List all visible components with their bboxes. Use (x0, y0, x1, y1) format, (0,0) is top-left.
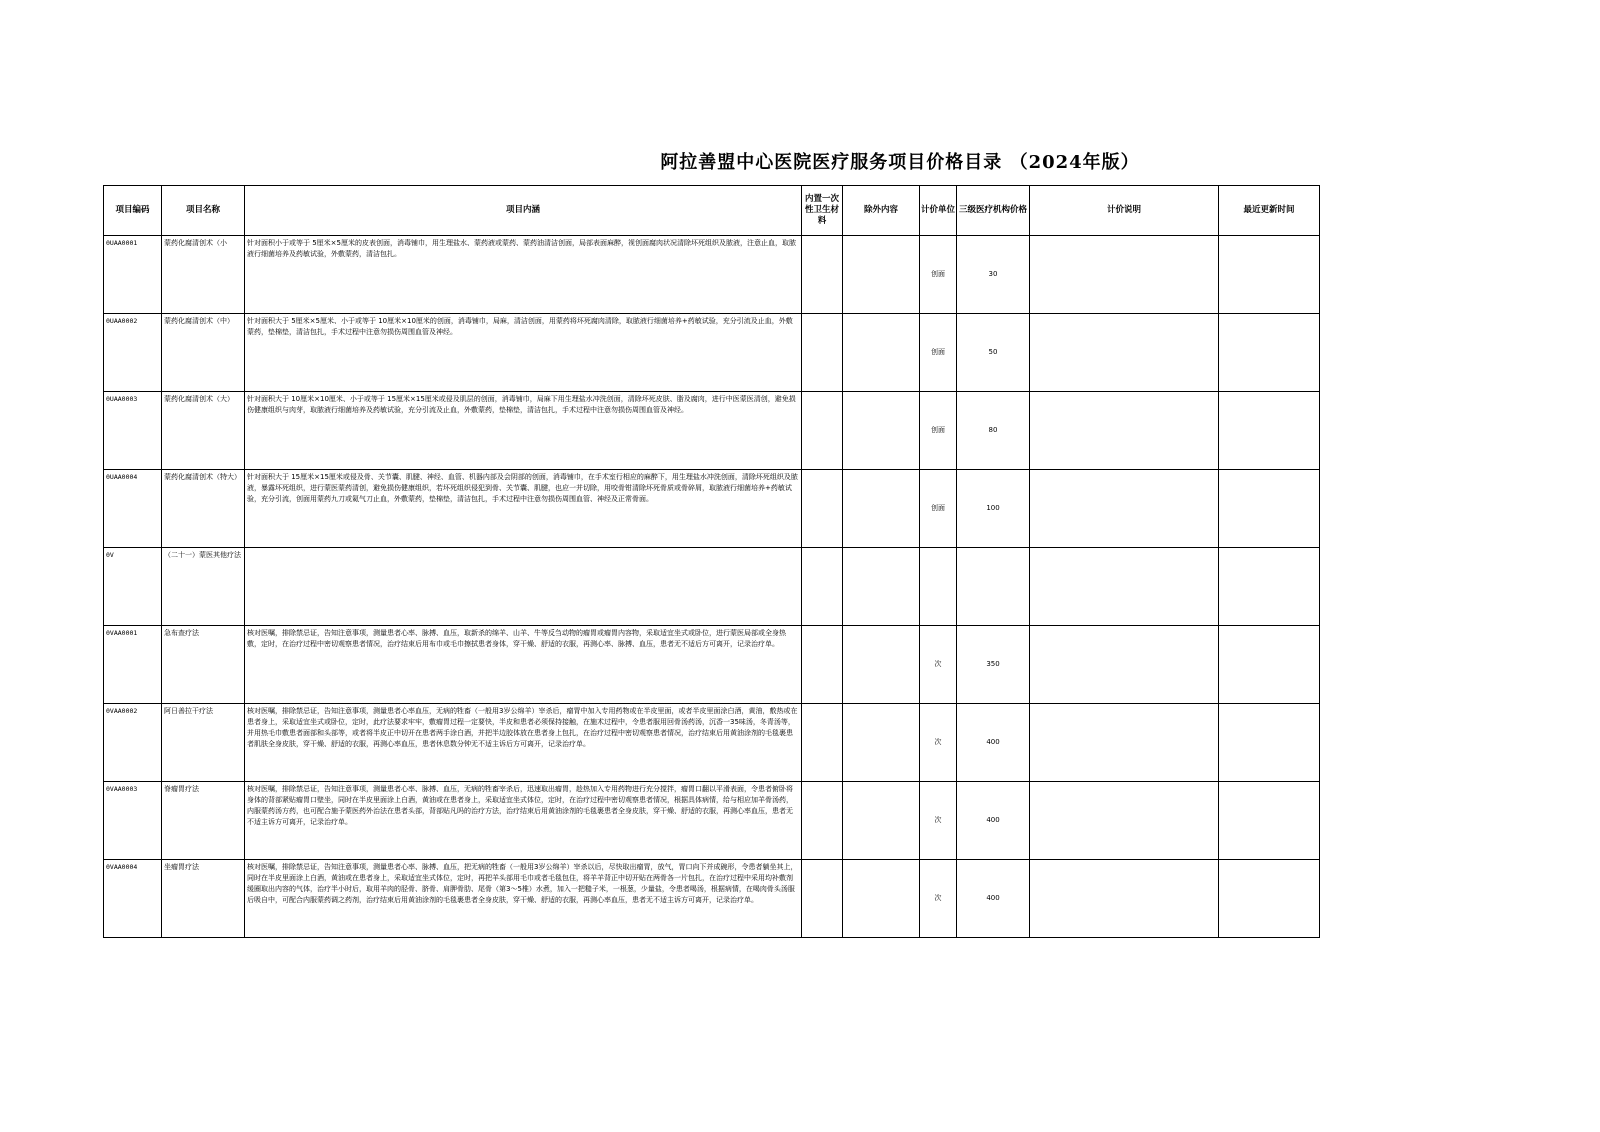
cell-name (162, 392, 245, 470)
header-excluded: 除外内容 (843, 186, 920, 236)
cell-unit-text: 次 (934, 816, 942, 824)
cell-name-text: 蒙药化腐清创术（中） (164, 317, 234, 325)
cell-name (162, 704, 245, 782)
table-body (104, 236, 1320, 938)
cell-content (245, 704, 802, 782)
cell-code (104, 236, 162, 314)
cell-code (104, 314, 162, 392)
cell-note (1030, 860, 1219, 938)
cell-code (104, 470, 162, 548)
cell-content (245, 392, 802, 470)
table-header-row (104, 186, 1320, 236)
cell-code-text: 0V (106, 551, 114, 559)
cell-content (245, 548, 802, 626)
cell-price (957, 548, 1030, 626)
cell-unit-text: 次 (934, 660, 942, 668)
cell-unit (920, 704, 957, 782)
cell-note (1030, 782, 1219, 860)
table-row (104, 392, 1320, 470)
cell-price (957, 470, 1030, 548)
cell-content (245, 782, 802, 860)
cell-note (1030, 548, 1219, 626)
cell-price-text: 400 (986, 738, 1000, 746)
header-code: 项目编码 (104, 186, 162, 236)
table-row (104, 548, 1320, 626)
cell-code (104, 860, 162, 938)
cell-material (802, 236, 843, 314)
cell-code-text: 0VAA0001 (106, 629, 138, 637)
cell-material (802, 704, 843, 782)
cell-unit-text: 创面 (931, 270, 945, 278)
cell-excluded (843, 236, 920, 314)
cell-price-text: 400 (986, 816, 1000, 824)
cell-code-text: 0VAA0003 (106, 785, 138, 793)
cell-code-text: 0UAA0002 (106, 317, 138, 325)
cell-updated (1219, 236, 1320, 314)
cell-unit-text: 创面 (931, 348, 945, 356)
cell-material (802, 392, 843, 470)
cell-code-text: 0VAA0004 (106, 863, 138, 871)
cell-material (802, 860, 843, 938)
cell-content (245, 470, 802, 548)
cell-content (245, 626, 802, 704)
header-note: 计价说明 (1030, 186, 1219, 236)
cell-updated (1219, 548, 1320, 626)
cell-content-text: 针对面积大于 15厘米×15厘米或侵及骨、关节囊、肌腱、神经、血管、机器内部及会阴部的创面，消毒铺巾，在手术室行相应的麻醉下，用生理盐水冲洗创面，清除坏死组织及脓液，暴露坏死组织，进行蒙医蒙药清创，避免损伤健康组织，若坏死组织侵犯到骨、关节囊、肌腱，也应一并切除，用咬骨钳清除坏死骨质或骨碎屑，取脓液行细菌培养+药敏试验，充分引流，创面用蒙药九刀或氦气刀止血，外敷蒙药，垫棉垫，清洁包扎，手术过程中注意勿损伤周围血管、神经及正常骨面。 (247, 473, 798, 503)
cell-name-text: 蒙药化腐清创术（特大） (164, 473, 241, 481)
cell-excluded (843, 470, 920, 548)
header-updated: 最近更新时间 (1219, 186, 1320, 236)
cell-price (957, 236, 1030, 314)
cell-excluded (843, 626, 920, 704)
cell-note (1030, 470, 1219, 548)
cell-unit (920, 782, 957, 860)
cell-unit (920, 548, 957, 626)
table-row (104, 470, 1320, 548)
header-price: 三级医疗机构价格 (957, 186, 1030, 236)
cell-name-text: 蒙药化腐清创术（小 (164, 239, 227, 247)
cell-name (162, 314, 245, 392)
cell-material (802, 626, 843, 704)
cell-content-text: 针对面积小于或等于 5厘米×5厘米的皮表创面，消毒铺巾，用生理盐水、蒙药液或蒙药、蒙药油清洁创面，局部表面麻醉，视创面腐肉状况清除坏死组织及脓液，注意止血，取脓液行细菌培养及药敏试验，外敷蒙药，清洁包扎。 (247, 239, 796, 258)
cell-price (957, 860, 1030, 938)
cell-note (1030, 626, 1219, 704)
cell-code (104, 626, 162, 704)
header-material: 内置一次性卫生材料 (802, 186, 843, 236)
cell-material (802, 470, 843, 548)
document-title: 阿拉善盟中心医院医疗服务项目价格目录 （2024年版） (660, 152, 1140, 173)
cell-unit (920, 470, 957, 548)
cell-content-text: 针对面积大于 10厘米×10厘米、小于或等于 15厘米×15厘米或侵及肌层的创面，消毒铺巾，局麻下用生理盐水冲洗创面，清除坏死皮肤、脂及腐肉，进行中医蒙医清创，避免损伤健康组织与肉芽，取脓液行细菌培养及药敏试验，充分引流及止血，外敷蒙药，垫棉垫，清洁包扎，手术过程中注意勿损伤周围血管及神经。 (247, 395, 796, 414)
cell-content (245, 314, 802, 392)
cell-unit-text: 创面 (931, 426, 945, 434)
cell-code (104, 392, 162, 470)
cell-name (162, 548, 245, 626)
cell-unit (920, 860, 957, 938)
cell-material (802, 314, 843, 392)
cell-unit (920, 314, 957, 392)
cell-name (162, 626, 245, 704)
cell-price (957, 314, 1030, 392)
cell-price (957, 782, 1030, 860)
cell-updated (1219, 314, 1320, 392)
cell-excluded (843, 704, 920, 782)
cell-updated (1219, 860, 1320, 938)
cell-material (802, 548, 843, 626)
table-row (104, 314, 1320, 392)
cell-excluded (843, 314, 920, 392)
cell-price (957, 392, 1030, 470)
cell-code-text: 0UAA0003 (106, 395, 138, 403)
cell-name-text: （二十一）蒙医其他疗法 (164, 551, 241, 559)
cell-name (162, 236, 245, 314)
cell-code (104, 548, 162, 626)
cell-content-text: 核对医嘱，排除禁忌证，告知注意事项，测量患者心率、脉搏、血压，把无病的牲畜（一般用3岁公绵羊）宰杀以后，尽快取出瘤胃，放气，胃口向下并成碗形，令患者躺坐其上，同时在半皮里面涂上白酒，黄油或在患者身上，采取适宜坐式体位，定时，再把羊头部用毛巾或者毛毯包住，将羊羊背正中切开贴在两骨各一片包扎，在治疗过程中采用均补敷剂缓圈取出内容的气体，治疗半小时后，取用羊肉的胫骨、脐骨、肩胛骨肋、尾骨（第3～5椎）水煮，加入一把糙子米，一根葱，少量盐，令患者喝汤，根据病情，在喝肉骨头汤服后吸自中，可配合内服蒙药调之药剂，治疗结束后用黄油涂剂的毛毯裹患者全身皮肤，穿干燥、舒适的衣服，再测心率血压，患者无不适主诉方可离开，记录治疗单。 (247, 863, 798, 904)
cell-content (245, 860, 802, 938)
table-row (104, 236, 1320, 314)
cell-name (162, 860, 245, 938)
cell-updated (1219, 470, 1320, 548)
cell-price (957, 626, 1030, 704)
price-table (103, 185, 1320, 938)
cell-updated (1219, 626, 1320, 704)
header-content: 项目内涵 (245, 186, 802, 236)
cell-price-text: 30 (988, 270, 998, 278)
cell-name-text: 急布查疗法 (164, 629, 199, 637)
cell-excluded (843, 782, 920, 860)
cell-code-text: 0UAA0001 (106, 239, 138, 247)
cell-content-text: 核对医嘱，排除禁忌证，告知注意事项，测量患者心率、脉搏、血压，无病的牲畜宰杀后，迅速取出瘤胃，趁热加入专用药物进行充分搅拌，瘤胃口翻以平滑表面，令患者俯卧将身体的背部紧贴瘤胃口壁坐，同时在半皮里面涂上白酒，黄油或在患者身上，采取适宜坐式体位，定时，在治疗过程中密切观察患者情况，根据具体病情，给与相应加羊骨汤药，内服蒙药汤方药，也可配合施予蒙医药外治法在患者头部，背部贴凡吗的治疗方法，治疗结束后用黄油涂剂的毛毯裹患者全身皮肤，穿干燥、舒适的衣服，再测心率血压，患者无不适主诉方可离开，记录治疗单。 (247, 785, 793, 826)
cell-price (957, 704, 1030, 782)
cell-excluded (843, 392, 920, 470)
cell-name (162, 782, 245, 860)
cell-content (245, 236, 802, 314)
table-row (104, 860, 1320, 938)
cell-name (162, 470, 245, 548)
header-unit: 计价单位 (920, 186, 957, 236)
cell-note (1030, 314, 1219, 392)
cell-content-text: 核对医嘱，排除禁忌证，告知注意事项，测量患者心率、脉搏、血压，取新杀的绵羊、山羊、牛等反刍动物的瘤胃或瘤胃内容物，采取适宜坐式或卧位，进行蒙医局部或全身热敷，定时，在治疗过程中密切观察患者情况，治疗结束后用布巾或毛巾擦拭患者身体，穿干燥、舒适的衣服，再测心率、脉搏、血压，患者无不适后方可离开，记录治疗单。 (247, 629, 786, 648)
cell-price-text: 50 (988, 348, 998, 356)
table-row (104, 704, 1320, 782)
cell-excluded (843, 860, 920, 938)
cell-unit-text: 次 (934, 738, 942, 746)
cell-price-text: 100 (986, 504, 1000, 512)
cell-updated (1219, 782, 1320, 860)
cell-price-text: 400 (986, 894, 1000, 902)
cell-unit (920, 392, 957, 470)
cell-unit-text: 次 (934, 894, 942, 902)
cell-unit (920, 626, 957, 704)
cell-code (104, 704, 162, 782)
cell-price-text: 80 (988, 426, 998, 434)
cell-unit-text: 创面 (931, 504, 945, 512)
cell-excluded (843, 548, 920, 626)
cell-updated (1219, 704, 1320, 782)
cell-updated (1219, 392, 1320, 470)
header-name: 项目名称 (162, 186, 245, 236)
cell-name-text: 坐瘤胃疗法 (164, 863, 199, 871)
cell-content-text: 核对医嘱，排除禁忌证，告知注意事项，测量患者心率血压，无病的牲畜（一般用3岁公绵羊）宰杀后，瘤胃中加入专用药物或在半皮里面，或者半皮里面涂白酒，黄油，敷热或在患者身上，采取适宜坐式或卧位，定时，此疗法要求牢牢，敷瘤胃过程一定要快，半皮和患者必须保持接触，在施术过程中，令患者服用回骨汤药汤，沉香一35味汤，冬青汤等，并用热毛巾敷患者面部和头部等，或者将半皮正中切开在患者两手涂白酒，并把半边胶体放在患者身上包扎，在治疗过程中密切观察患者情况，治疗结束后用黄油涂剂的毛毯裹患者肌肤全身皮肤，穿干燥、舒适的衣服，再测心率血压，患者休息数分钟无不适主诉后方可离开，记录治疗单。 (247, 707, 798, 748)
cell-note (1030, 704, 1219, 782)
cell-price-text: 350 (986, 660, 1000, 668)
cell-note (1030, 392, 1219, 470)
cell-name-text: 蒙药化腐清创术（大） (164, 395, 234, 403)
cell-content-text: 针对面积大于 5厘米×5厘米、小于或等于 10厘米×10厘米的创面，消毒铺巾，局麻，清洁创面，用蒙药将坏死腐肉清除，取脓液行细菌培养+药敏试验，充分引流及止血，外敷蒙药，垫棉垫，清洁包扎，手术过程中注意勿损伤周围血管及神经。 (247, 317, 793, 336)
cell-name-text: 脊瘤胃疗法 (164, 785, 199, 793)
cell-code-text: 0UAA0004 (106, 473, 138, 481)
cell-unit (920, 236, 957, 314)
cell-note (1030, 236, 1219, 314)
cell-code (104, 782, 162, 860)
cell-material (802, 782, 843, 860)
table-row (104, 782, 1320, 860)
table-row (104, 626, 1320, 704)
cell-code-text: 0VAA0002 (106, 707, 138, 715)
cell-name-text: 阿日善拉干疗法 (164, 707, 213, 715)
